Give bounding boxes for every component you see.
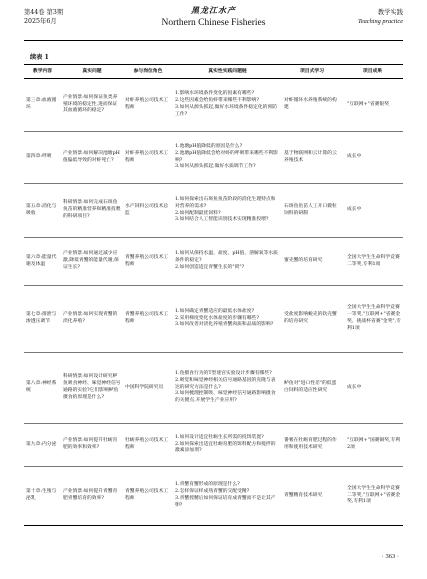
cell-project: 受盐度影响蜕壳的软壳蟹的培育研究: [282, 286, 342, 353]
cell-problem: 科研情景:如何完成石斑鱼鱼苗的精准营养和精准投喂的科研项目?: [61, 184, 123, 238]
cell-chain: [173, 132, 282, 184]
cell-result: 成长中: [342, 184, 403, 238]
cell-project: 对虾循环水养殖系统的构建: [282, 79, 342, 132]
cell-role: 对虾养殖公司技术工程师: [123, 132, 173, 184]
journal-title-cn: 黑龙江水产: [191, 5, 236, 15]
chain-question: 2.怎样保证样成熟青蟹的交配受精?: [175, 489, 250, 495]
cell-result: 全国大学生生命科学竞赛二等奖,专利1项: [342, 238, 403, 286]
section-name-cn: 教学实践: [377, 9, 403, 16]
section-name-en: Teaching practice: [357, 18, 403, 25]
cell-chain: [173, 286, 282, 353]
cell-problem: 产业情景:如何保证鱼类养殖环境的稳定性,进而保证其血液循环的稳定?: [61, 79, 123, 132]
col-header-role: 参与岗位角色: [123, 65, 173, 79]
table-body: [24, 79, 403, 526]
cell-chain: [173, 184, 282, 238]
table-row: [24, 132, 403, 184]
cell-topic: 第四章:呼吸: [24, 132, 61, 184]
volume-issue: 第44卷 第3期: [24, 9, 64, 16]
col-header-topic: 教学内容: [24, 65, 61, 79]
chain-question: 2.如何配制最优饲料?: [175, 210, 221, 216]
table-row: [24, 353, 403, 424]
col-header-project: 项目式学习: [282, 65, 342, 79]
cell-result: 全国大学生生命科学竞赛一等奖,"互联网+"省赛金奖、挑战杯省赛"金奖",专利1项: [342, 286, 403, 353]
cell-chain: [173, 424, 282, 467]
cell-result: "互联网+"省赛银奖: [342, 79, 403, 132]
col-header-result: 项目成果: [342, 65, 403, 79]
chain-question: 3.如何梳理控制吸、味觉神经信号通路影响摄食的关键点,开展学生产业应用?: [175, 391, 276, 404]
cell-result: 成长中: [342, 132, 403, 184]
chain-question: 3.如何从源头抓起,做好水质调节工作?: [175, 164, 256, 170]
chain-question: 3.如何改善对淡化养殖青蟹肉质和品质的影响?: [175, 322, 274, 328]
chain-question: 1.如何确定青蟹适应的最低水体盐度?: [175, 308, 255, 314]
cell-problem: 产业情景:如何提升牡蛎育肥的效率和效率?: [61, 424, 123, 467]
page-number: · 363 ·: [381, 553, 399, 560]
chain-question: 2.采用梯度变化水体盐度的步骤有哪些?: [175, 315, 259, 321]
cell-project: 蜜壳蟹的培育研究: [282, 238, 342, 286]
chain-question: 3.青蟹授精后如何保证培育成青蟹而不是让其产卵?: [175, 496, 276, 508]
table-row: [24, 238, 403, 286]
teaching-design-table: [24, 64, 403, 526]
table-header-row: [24, 65, 403, 79]
cell-role: 水产饲料公司技术总监: [123, 184, 173, 238]
cell-chain: [173, 353, 282, 424]
header-rule: [24, 40, 403, 41]
table-row: [24, 286, 403, 353]
cell-role: 青蟹养殖公司技术工程师: [123, 286, 173, 353]
cell-project: 番薯在牡蛎育肥过程的作用和使用技术研究: [282, 424, 342, 467]
page-header: [0, 0, 427, 50]
journal-title-en: Northern Chinese Fisheries: [161, 18, 266, 28]
cell-topic: 第五章:消化与吸收: [24, 184, 61, 238]
cell-topic: 第八章:神经系统: [24, 353, 61, 424]
cell-topic: 第十章:生殖与泌乳: [24, 467, 61, 526]
cell-chain: [173, 238, 282, 286]
chain-question: 2.吸觉和味觉神经相关信号通路基因的克隆与表达的研究方法是什么?: [175, 377, 276, 390]
cell-topic: 第九章:内分泌: [24, 424, 61, 467]
chain-question: 3.如何结合人工智能识别技术实现精准投喂?: [175, 217, 269, 223]
chain-question: 1.青蟹育蟹形成的原理是什么?: [175, 482, 240, 488]
cell-role: 青蟹养殖公司技术工程师: [123, 238, 173, 286]
chain-question: 1.池塘pH值降低的原因是什么?: [175, 143, 243, 149]
cell-chain: [173, 467, 282, 526]
cell-role: 中国科学院研究员: [123, 353, 173, 424]
chain-question: 3.如何从源头抓起,做好水环境条件稳定化的预防工作?: [175, 105, 278, 117]
cell-result: 全国大学生生命科学竞赛二等奖,"互联网+"省赛金奖,专利1项: [342, 467, 403, 526]
cell-chain: [173, 79, 282, 132]
cell-role: 对虾养殖公司技术工程师: [123, 79, 173, 132]
cell-project: 石斑鱼鱼苗人工开口微粒饲料的研制: [282, 184, 342, 238]
col-header-problem: 真实问题: [61, 65, 123, 79]
cell-role: 青蟹养殖公司技术工程师: [123, 467, 173, 526]
header-right: [358, 8, 403, 26]
cell-result: 成长中: [342, 353, 403, 424]
cell-project: 鲈鱼对"进口性差"的低蛋白饲料的适应性研究: [282, 353, 342, 424]
cell-problem: 科研情景:如何设计研究鲈鱼吸食神经、味觉神经信号通路的实验?它们影响鲈鱼摄食的原理是什么?: [61, 353, 123, 424]
cell-result: "互联网+"国赛铜奖,专利2项: [342, 424, 403, 467]
cell-problem: 产业情景:如何解决池塘pH值偏低导致的对虾死亡?: [61, 132, 123, 184]
chain-question: 1.如何设计适宜牡蛎生长所需的投饵装置?: [175, 434, 264, 440]
table-row: [24, 424, 403, 467]
table-row: [24, 467, 403, 526]
table-caption: 续表 1: [30, 54, 49, 61]
cell-topic: 第三章:血液循环: [24, 79, 61, 132]
col-header-chain: 真实性实践问题链: [173, 65, 282, 79]
chain-question: 1.如何从保持水温、盐度、pH值、溶解氧等水质条件的稳定?: [175, 251, 278, 264]
table-row: [24, 184, 403, 238]
chain-question: 2.如何探索出适宜牡蛎育肥的饵料配方和搅拌的激素添加剂?: [175, 441, 276, 454]
chain-question: 2.如何创造适宜青蟹生长的"窝"?: [175, 264, 245, 270]
chain-question: 1.鱼摄食行为的T型迷宫实验设计步骤有哪些?: [175, 370, 272, 376]
cell-topic: 第七章:排泄与渗透压调节: [24, 286, 61, 353]
chain-question: 2.池塘pH值降低会给对虾的呼吸带来哪些不利影响?: [175, 150, 278, 163]
cell-problem: 产业情景:如何实现青蟹的淡化养殖?: [61, 286, 123, 353]
chain-question: 1.影响水环境条件变化的因素有哪些?: [175, 91, 255, 97]
cell-role: 牡蛎养殖公司技术工程师: [123, 424, 173, 467]
cell-problem: 产业情景:如何提升青蟹育肥青蟹培育的效率?: [61, 467, 123, 526]
cell-project: 基于物联网和云计算的云养殖技术: [282, 132, 342, 184]
cell-problem: 产业情景:如何通过减少应激,降低青蟹的能量代谢,保证生长?: [61, 238, 123, 286]
chain-question: 2.这些因素会给鱼虾带来哪些不利影响?: [175, 98, 259, 104]
cell-project: 青蟹精育技术研究: [282, 467, 342, 526]
chain-question: 1.如何探索出石斑鱼鱼苗阶段的消化生理特点和对营养的需求?: [175, 196, 276, 209]
table-row: [24, 79, 403, 132]
cell-topic: 第六章:能量代谢及体温: [24, 238, 61, 286]
publication-date: 2025年6月: [24, 18, 57, 25]
